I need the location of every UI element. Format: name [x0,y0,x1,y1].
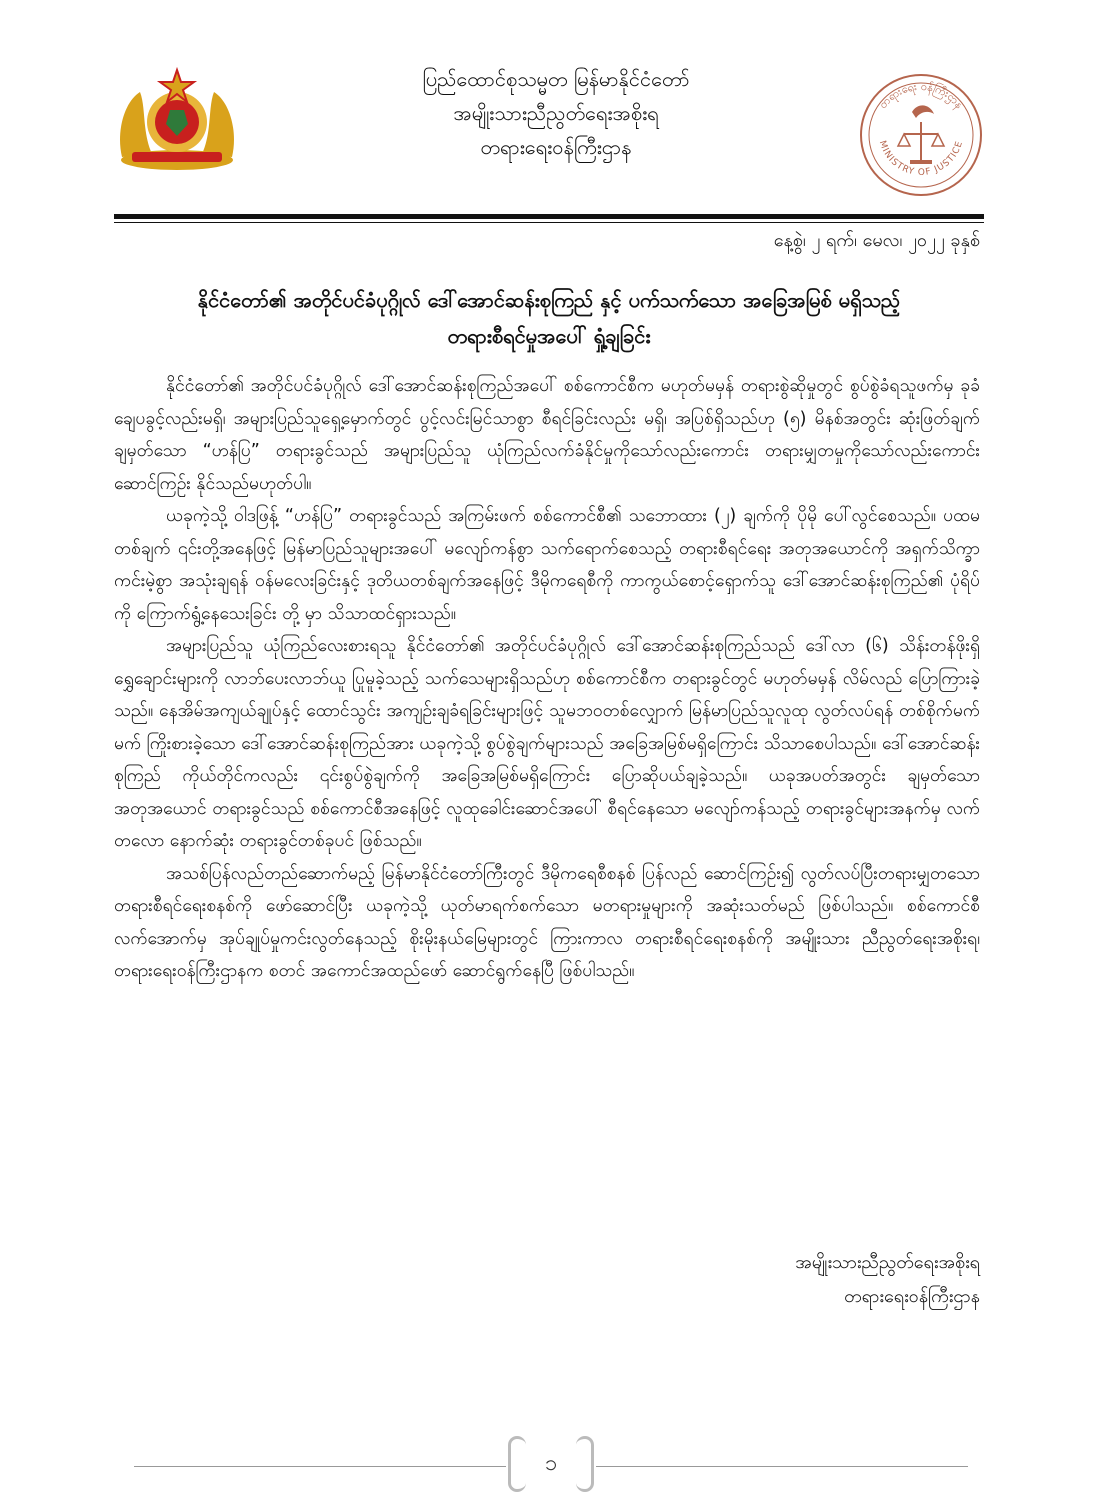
header-line-ministry: တရားရေးဝန်ကြီးဌာန [480,135,632,159]
body-paragraph-1: နိုင်ငံတော်၏ အတိုင်ပင်ခံပုဂ္ဂိုလ် ဒေါ်အောင်ဆန်းစုကြည်အပေါ် စစ်ကောင်စီက မဟုတ်မမှန် တရားစွဲဆိုမှုတွင် စွပ်စွဲခံရသူဖက်မှ ခုခံချေပခွင့်လည်းမရှိ၊ အများပြည်သူရှေ့မှောက်တွင် ပွင့်လင်းမြင်သာစွာ စီရင်ခြင်းလည်း မရှိ၊ အပြစ်ရှိသည်ဟု (၅) မိနစ်အတွင်း ဆုံးဖြတ်ချက် ချမှတ်သော “ဟန်ပြ” တရားခွင်သည် အများပြည်သူ ယုံကြည်လက်ခံနိုင်မှုကိုသော်လည်းကောင်း တရားမျှတမှုကိုသော်လည်းကောင်း ဆောင်ကြဉ်း နိုင်သည်မဟုတ်ပါ။ [114,376,980,494]
title-line-1: နိုင်ငံတော်၏ အတိုင်ပင်ခံပုဂ္ဂိုလ် ဒေါ်အောင်ဆန်းစုကြည် နှင့် ပက်သက်သော အခြေအမြစ် မရှိသည့် [197,288,901,312]
letterhead [300,62,812,164]
signature-line-government: အမျိုးသားညီညွတ်ရေးအစိုးရ [795,1252,980,1273]
state-emblem-icon [112,62,242,174]
footer-rule-right [596,1466,968,1467]
document-date: နေ့စွဲ၊ ၂ ရက်၊ မေလ၊ ၂၀၂၂ ခုနှစ် [773,230,980,251]
seal-text-bottom: MINISTRY OF JUSTICE [876,139,966,178]
footer-rule-left [134,1466,506,1467]
header-line-country: ပြည်ထောင်စုသမ္မတ မြန်မာနိုင်ငံတော် [422,67,690,91]
page-number: ၁ [544,1451,558,1476]
document-body [114,370,980,988]
title-line-2: တရားစီရင်မှုအပေါ် ရှုံ့ချခြင်း [447,324,651,348]
body-paragraph-2: ယခုကဲ့သို့ ဝါဒဖြန့် “ဟန်ပြ” တရားခွင်သည် အကြမ်းဖက် စစ်ကောင်စီ၏ သဘောထား (၂) ချက်ကို ပိုမို ပေါ်လွင်စေသည်။ ပထမတစ်ချက် ၎င်းတို့အနေဖြင့် မြန်မာပြည်သူများအပေါ် မလျော်ကန်စွာ သက်ရောက်စေသည့် တရားစီရင်ရေး အတုအယောင်ကို အရှက်သိက္ခာကင်းမဲ့စွာ အသုံးချရန် ဝန်မလေးခြင်းနှင့် ဒုတိယတစ်ချက်အနေဖြင့် ဒီမိုကရေစီကို ကာကွယ်စောင့်ရှောက်သူ ဒေါ်အောင်ဆန်းစုကြည်၏ ပုံရိပ်ကို ကြောက်ရွံ့နေသေးခြင်း တို့ မှာ သိသာထင်ရှားသည်။ [114,506,980,624]
signature-line-ministry: တရားရေးဝန်ကြီးဌာန [844,1286,980,1307]
header-line-government: အမျိုးသားညီညွတ်ရေးအစိုးရ [453,101,659,125]
ministry-of-justice-seal-icon [858,72,984,198]
signature-block [795,1246,980,1314]
seal-text-top: တရားရေး ဝန်ကြီးဌာန [876,79,966,112]
document-title [114,282,984,354]
header-rule-thick [114,214,984,219]
body-paragraph-3: အများပြည်သူ ယုံကြည်လေးစားရသူ နိုင်ငံတော်၏ အတိုင်ပင်ခံပုဂ္ဂိုလ် ဒေါ်အောင်ဆန်းစုကြည်သည် ဒေါ်လာ (၆) သိန်းတန်ဖိုးရှိ ရွှေချောင်းများကို လာဘ်ပေးလာဘ်ယူ ပြုမူခဲ့သည့် သက်သေများရှိသည်ဟု စစ်ကောင်စီက တရားခွင်တွင် မဟုတ်မမှန် လိမ်လည် ပြောကြားခဲ့သည်။ နေအိမ်အကျယ်ချုပ်နှင့် ထောင်သွင်း အကျဉ်းချခံရခြင်းများဖြင့် သူမဘဝတစ်လျှောက် မြန်မာပြည်သူလူထု လွတ်လပ်ရန် တစ်စိုက်မက်မက် ကြိုးစားခဲ့သော ဒေါ်အောင်ဆန်းစုကြည်အား ယခုကဲ့သို့ စွပ်စွဲချက်များသည် အခြေအမြစ်မရှိကြောင်း သိသာစေပါသည်။ ဒေါ်အောင်ဆန်းစုကြည် ကိုယ်တိုင်ကလည်း ၎င်းစွပ်စွဲချက်ကို အခြေအမြစ်မရှိကြောင်း ပြောဆိုပယ်ချခဲ့သည်။ ယခုအပတ်အတွင်း ချမှတ်သော အတုအယောင် တရားခွင်သည် စစ်ကောင်စီအနေဖြင့် လူထုခေါင်းဆောင်အပေါ် စီရင်နေသော မလျော်ကန်သည့် တရားခွင်များအနက်မှ လက်တလော နောက်ဆုံး တရားခွင်တစ်ခုပင် ဖြစ်သည်။ [114,636,980,851]
body-paragraph-4: အသစ်ပြန်လည်တည်ဆောက်မည့် မြန်မာနိုင်ငံတော်ကြီးတွင် ဒီမိုကရေစီစနစ် ပြန်လည် ဆောင်ကြဉ်း၍ လွတ်လပ်ပြီးတရားမျှတသော တရားစီရင်ရေးစနစ်ကို ဖော်ဆောင်ပြီး ယခုကဲ့သို့ ယုတ်မာရက်စက်သော မတရားမှုများကို အဆုံးသတ်မည် ဖြစ်ပါသည်။ စစ်ကောင်စီလက်အောက်မှ အုပ်ချုပ်မှုကင်းလွတ်နေသည့် စိုးမိုးနယ်မြေများတွင် ကြားကာလ တရားစီရင်ရေးစနစ်ကို အမျိုးသား ညီညွတ်ရေးအစိုးရ၊ တရားရေးဝန်ကြီးဌာနက စတင် အကောင်အထည်ဖော် ဆောင်ရွက်နေပြီ ဖြစ်ပါသည်။ [114,863,980,981]
header-rule-thin [114,222,984,223]
